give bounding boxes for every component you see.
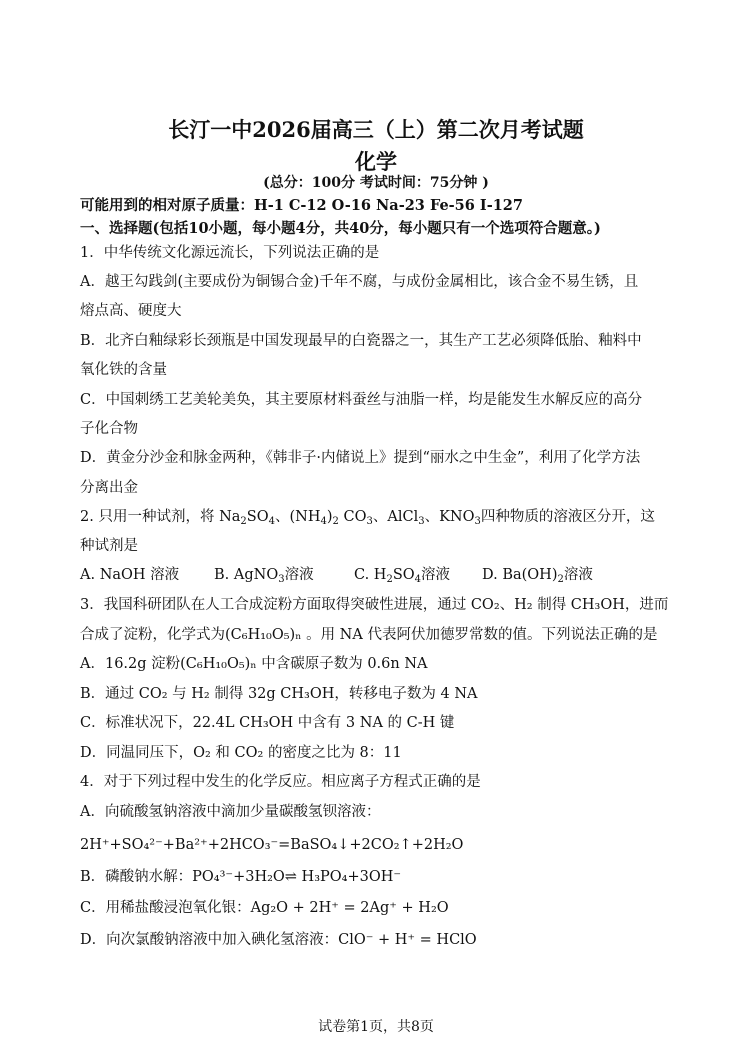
q3-option-c: C．标准状况下，22.4L CH₃OH 中含有 3 NA 的 C-H 键 xyxy=(80,715,455,731)
q2-stem xyxy=(80,507,655,527)
q2-formulas: $Na_2SO_4$、$(NH_4)_2$ $CO_3$、AlCl$_3$、$KNO_3$ xyxy=(219,509,481,527)
q4-stem: 4．对于下列过程中发生的化学反应。相应离子方程式正确的是 xyxy=(80,774,481,790)
q1-option-d: D．黄金分沙金和脉金两种，《韩非子·内储说上》提到“丽水之中生金”，利用了化学方法 xyxy=(80,450,641,466)
q1-option-c: C．中国刺绣工艺美轮美奂，其主要原材料蚕丝与油脂一样，均是能发生水解反应的高分 xyxy=(80,392,643,408)
q3-stem: 3．我国科研团队在人工合成淀粉方面取得突破性进展，通过 CO₂、H₂ 制得 CH₃OH，进而 xyxy=(80,597,669,613)
q3-option-a: A．16.2g 淀粉(C₆H₁₀O₅)ₙ 中含碳原子数为 0.6n NA xyxy=(80,656,428,672)
q1-option-a-cont: 熔点高、硬度大 xyxy=(80,303,182,319)
q2-option-d: D. $Ba(OH)_2$溶液 xyxy=(482,567,593,585)
q2-stem-cont: 种试剂是 xyxy=(80,538,138,554)
q2-option-b: B. AgNO$_3$溶液 xyxy=(214,567,314,585)
exam-title: 长汀一中2026届高三（上）第二次月考试题 xyxy=(168,117,584,142)
subject-title: 化学 xyxy=(355,149,397,174)
q3-option-d: D．同温同压下，O₂ 和 CO₂ 的密度之比为 8：11 xyxy=(80,745,402,761)
q4-option-c: C．用稀盐酸浸泡氧化银：Ag₂O + 2H⁺ = 2Ag⁺ + H₂O xyxy=(80,900,449,916)
q2-option-c: C. $H_2SO_4$溶液 xyxy=(354,567,451,585)
q1-stem: 1．中华传统文化源远流长，下列说法正确的是 xyxy=(80,245,380,261)
q3-stem-cont: 合成了淀粉，化学式为(C₆H₁₀O₅)ₙ 。用 NA 代表阿伏加德罗常数的值。下列说法正确的是 xyxy=(80,627,658,643)
q3-option-b: B．通过 CO₂ 与 H₂ 制得 32g CH₃OH，转移电子数为 4 NA xyxy=(80,686,478,702)
q4-option-a-equation: 2H⁺+SO₄²⁻+Ba²⁺+2HCO₃⁻=BaSO₄↓+2CO₂↑+2H₂O xyxy=(80,837,464,853)
q2-option-a: A. NaOH 溶液 xyxy=(80,567,180,583)
section-heading: 一、选择题(包括10小题，每小题4分，共40分，每小题只有一个选项符合题意。) xyxy=(80,220,601,237)
q1-option-a: A．越王勾践剑(主要成份为铜锡合金)千年不腐，与成份金属相比，该合金不易生锈，且 xyxy=(80,274,639,290)
atomic-masses: 可能用到的相对原子质量：H-1 C-12 O-16 Na-23 Fe-56 I-127 xyxy=(80,197,523,214)
q1-option-d-cont: 分离出金 xyxy=(80,480,138,496)
page-footer: 试卷第1页，共8页 xyxy=(318,1019,434,1035)
q4-option-b: B．磷酸钠水解：PO₄³⁻+3H₂O⇌ H₃PO₄+3OH⁻ xyxy=(80,869,402,885)
q1-option-c-cont: 子化合物 xyxy=(80,421,138,437)
q2-stem-post: 四种物质的溶液区分开，这 xyxy=(480,509,655,525)
q1-option-b: B．北齐白釉绿彩长颈瓶是中国发现最早的白瓷器之一，其生产工艺必须降低胎、釉料中 xyxy=(80,333,642,349)
q2-stem-pre: 2. 只用一种试剂，将 xyxy=(80,509,215,525)
q4-option-d: D．向次氯酸钠溶液中加入碘化氢溶液：ClO⁻ + H⁺ = HClO xyxy=(80,932,477,948)
q1-option-b-cont: 氧化铁的含量 xyxy=(80,362,167,378)
q4-option-a: A．向硫酸氢钠溶液中滴加少量碳酸氢钡溶液： xyxy=(80,804,381,820)
exam-info: (总分：100分 考试时间：75分钟 ) xyxy=(263,175,489,191)
